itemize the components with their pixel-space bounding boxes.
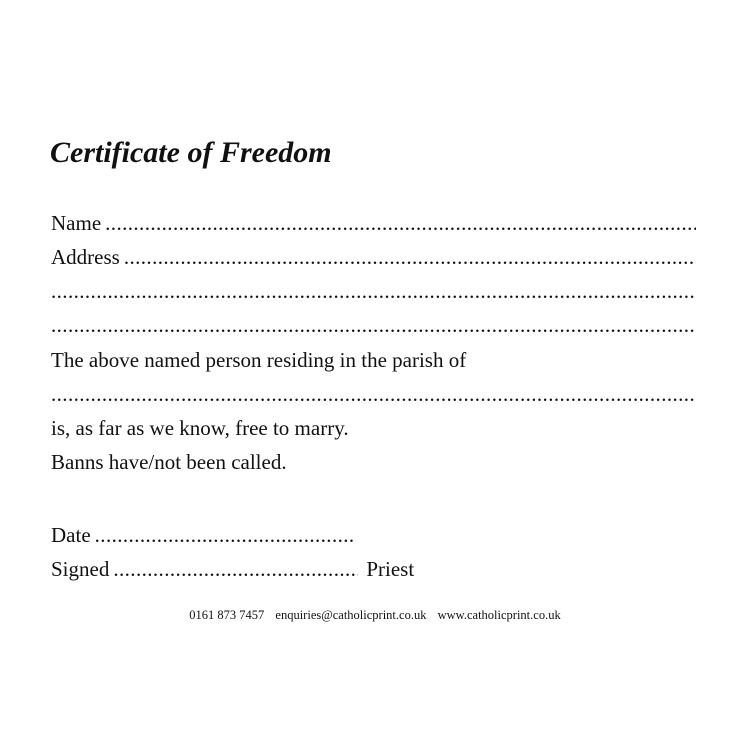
address-line-3[interactable] (51, 311, 696, 339)
footer-website[interactable]: www.catholicprint.co.uk (437, 608, 561, 622)
signed-dotted-line (113, 555, 358, 583)
address-dotted-line-2 (51, 277, 696, 305)
address-dotted-line-3 (51, 311, 696, 339)
parish-dotted-line (51, 380, 696, 408)
name-label: Name (51, 211, 102, 235)
signed-field[interactable] (51, 555, 414, 583)
name-dotted-line (105, 209, 696, 237)
address-line-2[interactable] (51, 277, 696, 305)
signed-label: Signed (51, 557, 110, 581)
address-label: Address (51, 245, 120, 269)
parish-field[interactable] (51, 380, 696, 408)
residing-text: The above named person residing in the parish of (51, 348, 467, 372)
footer-contact (0, 606, 750, 624)
date-field[interactable] (51, 521, 353, 549)
date-dotted-line (95, 521, 353, 549)
date-label: Date (51, 523, 91, 547)
address-field[interactable] (51, 243, 696, 271)
footer-phone: 0161 873 7457 (189, 608, 265, 622)
footer-email[interactable]: enquiries@catholicprint.co.uk (275, 608, 427, 622)
certificate-title: Certificate of Freedom (50, 136, 332, 169)
address-dotted-line-1 (124, 243, 696, 271)
name-field[interactable] (51, 209, 696, 237)
banns-text: Banns have/not been called. (51, 450, 287, 474)
priest-label: Priest (366, 557, 415, 581)
free-to-marry-text: is, as far as we know, free to marry. (51, 416, 349, 440)
